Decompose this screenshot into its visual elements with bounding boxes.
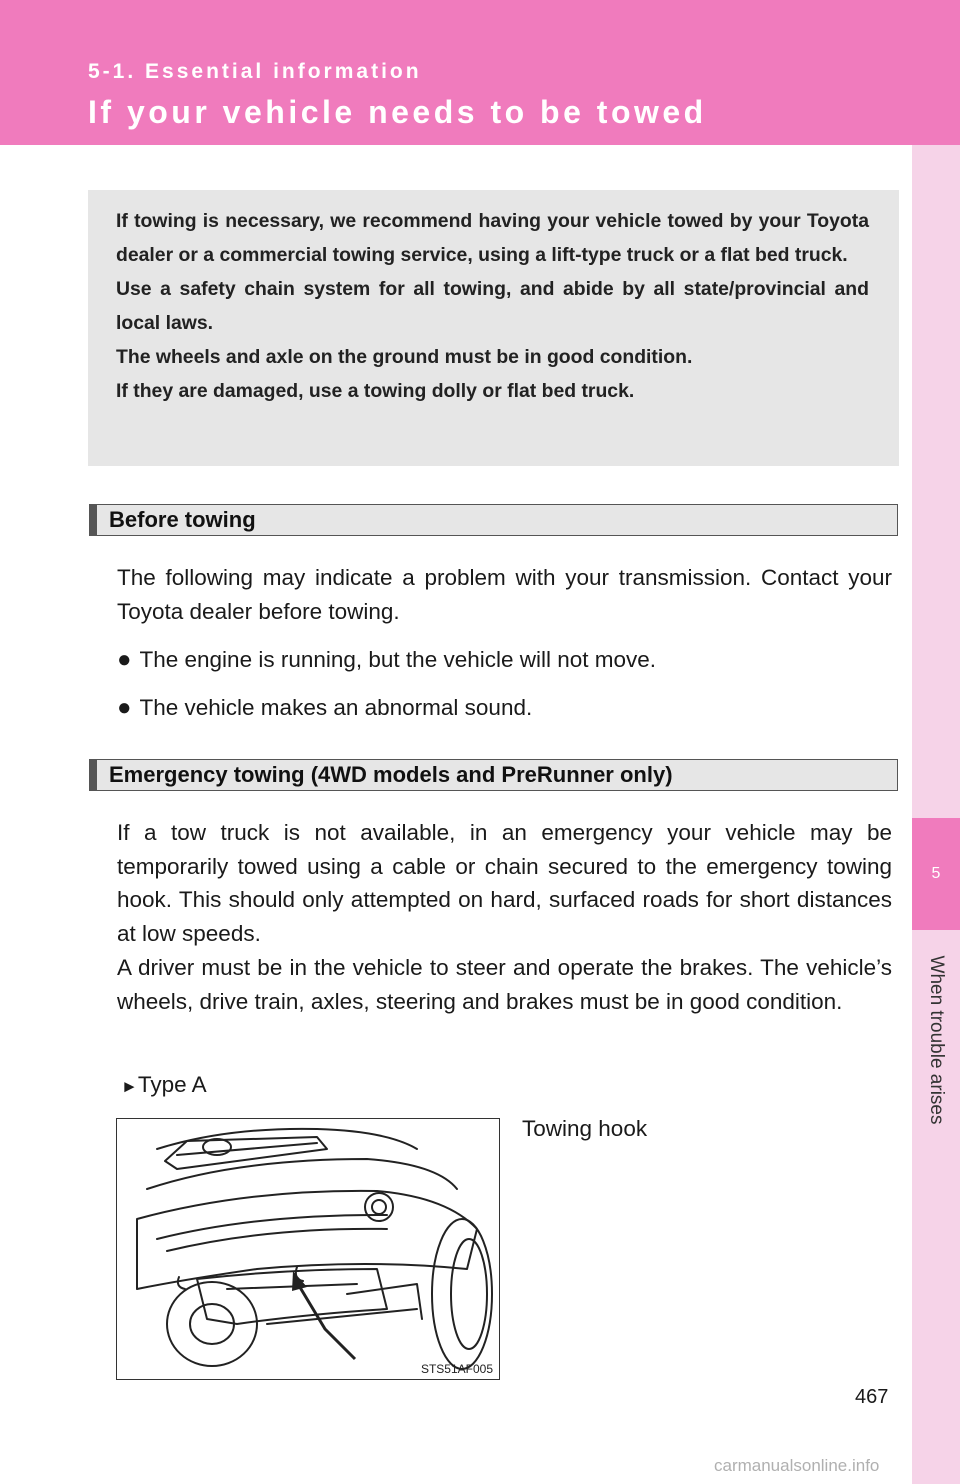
triangle-right-icon: ► bbox=[121, 1077, 138, 1096]
emergency-paragraph: A driver must be in the vehicle to steer and operate the brakes. The vehicle’s wheels, drive train, axles, steering and brakes must be in good condition. bbox=[117, 955, 892, 1014]
intro-paragraph: The wheels and axle on the ground must be in good condition. bbox=[116, 346, 693, 368]
chapter-title: When trouble arises bbox=[926, 955, 947, 1125]
towing-hook-illustration bbox=[116, 1118, 500, 1380]
list-item bbox=[117, 691, 532, 724]
emergency-paragraph: If a tow truck is not available, in an emergency your vehicle may be temporarily towed using a cable or chain secured to the emergency towing hook. This should only attempted on hard, surfaced roads for short distances at low speeds. bbox=[117, 820, 892, 946]
type-label-text: Type A bbox=[137, 1072, 207, 1097]
towing-hook-callout: Towing hook bbox=[522, 1116, 648, 1141]
bullet-text: The vehicle makes an abnormal sound. bbox=[139, 695, 533, 720]
side-tab bbox=[912, 145, 960, 1484]
intro-paragraph: If towing is necessary, we recommend having your vehicle towed by your Toyota dealer or a commercial towing service, using a lift-type truck or a flat bed truck. bbox=[116, 210, 869, 266]
before-towing-heading: Before towing bbox=[89, 504, 898, 536]
type-label bbox=[121, 1068, 207, 1103]
figure-code: STS51AF005 bbox=[420, 1362, 493, 1376]
section-label: 5-1. Essential information bbox=[88, 60, 422, 83]
list-item bbox=[117, 643, 656, 676]
chapter-number-tab: 5 bbox=[912, 818, 960, 930]
watermark: carmanualsonline.info bbox=[714, 1456, 880, 1475]
page-number: 467 bbox=[855, 1386, 889, 1408]
emergency-towing-heading: Emergency towing (4WD models and PreRunner only) bbox=[89, 759, 898, 791]
bullet-icon: ● bbox=[117, 646, 132, 673]
bullet-text: The engine is running, but the vehicle will not move. bbox=[139, 647, 657, 672]
before-towing-text: The following may indicate a problem with your transmission. Contact your Toyota dealer before towing. bbox=[117, 565, 892, 624]
header-band bbox=[0, 0, 960, 145]
intro-box bbox=[88, 190, 899, 466]
intro-paragraph: If they are damaged, use a towing dolly or flat bed truck. bbox=[116, 380, 635, 402]
truck-front-illustration bbox=[117, 1119, 500, 1380]
intro-paragraph: Use a safety chain system for all towing, and abide by all state/provincial and local laws. bbox=[116, 278, 869, 334]
page-title: If your vehicle needs to be towed bbox=[88, 94, 707, 130]
bullet-icon: ● bbox=[117, 694, 132, 721]
